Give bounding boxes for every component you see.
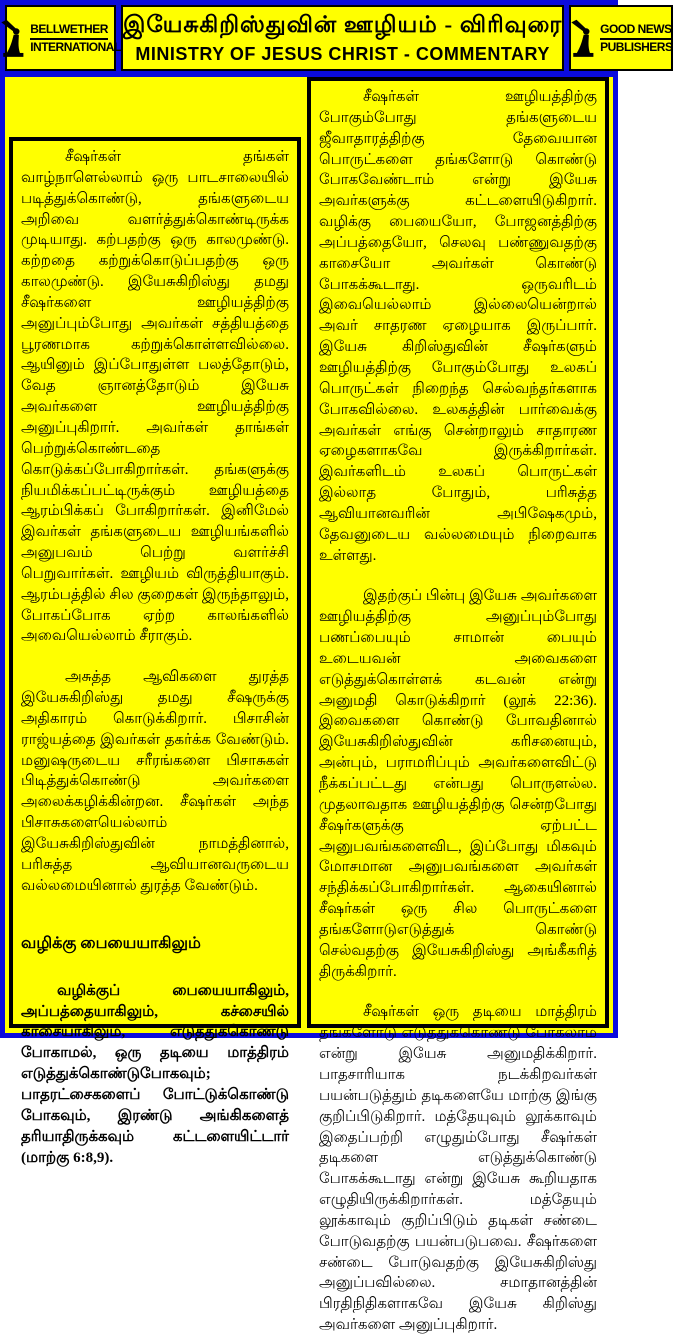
page-header: [5, 5, 673, 77]
logo-line1: GOOD NEWS: [600, 22, 672, 40]
title-panel: [121, 5, 564, 71]
herald-trumpeter-icon: [570, 11, 596, 65]
section-subheading: வழிக்கு பையையாகிலும்: [21, 934, 201, 952]
bellwether-international-logo: [5, 5, 121, 71]
logo-line2: INTERNATIONAL: [30, 39, 121, 54]
paragraph: இதற்குப் பின்பு இயேசு அவர்களை ஊழியத்திற்கு அனுப்பும்போது பணப்பையும் சாமான் பையும் உடையவன் அவைகளை எடுத்துக்கொள்ளக் கடவன் என்று அனுமதி கொடுக்கிறார் (லூக் 22:36). இவைகளை கொண்டு போவதினால் இயேசுகிறிஸ்துவின் கரிசனையும், அன்பும், பராமரிப்பும் அவர்களைவிட்டு நீக்கப்பட்டது என்பது பொருளல்ல. முதலாவதாக ஊழியத்திற்கு சென்றபோது சீஷர்களுக்கு ஏற்பட்ட அனுபவங்களைவிட, இப்போது மிகவும் மோசமான அனுபவங்களை அவர்கள் சந்திக்கப்போகிறார்கள். ஆகையினால் சீஷர்கள் ஒரு சில பொருட்களை தங்களோடுஎடுத்துக் கொண்டு செல்வதற்கு இயேசுகிறிஸ்து அங்கீகரித் திருக்கிறார்.: [319, 588, 597, 980]
logo-line1: BELLWETHER: [30, 22, 108, 40]
paragraph: சீஷர்கள் தங்கள் வாழ்நாளெல்லாம் ஒரு பாடசாலையில் படித்துக்கொண்டு, தங்களுடைய அறிவை வளர்த்துக்கொண்டிருக்க முடியாது. கற்பதற்கு ஒரு காலமுண்டு. கற்றதை கற்றுக்கொடுப்பதற்கு ஒரு காலமுண்டு. இயேசுகிறிஸ்து தமது சீஷர்களை ஊழியத்திற்கு அனுப்பும்போது அவர்கள் சத்தியத்தை பூரணமாக கற்றுக்கொள்ளவில்லை. ஆயினும் இப்போதுள்ள பலத்தோடும், வேத ஞானத்தோடும் இயேசு அவர்களை ஊழியத்திற்கு அனுப்புகிறார். அவர்கள் தாங்கள் பெற்றுக்கொண்டதை கொடுக்கப்போகிறார்கள். தங்களுக்கு நியமிக்கப்பட்டிருக்கும் ஊழியத்தை ஆரம்பிக்கப் போகிறார்கள். இனிமேல் இவர்கள் தங்களுடைய ஊழியங்களில் அனுபவம் பெற்று வளர்ச்சி பெறுவார்கள். ஊழியம் விருத்தியாகும். ஆரம்பத்தில் சில குறைகள் இருந்தாலும், போகப்போக ஏற்ற காலங்களில் அவையெல்லாம் சீராகும்.: [21, 149, 289, 645]
right-column-panel: [307, 77, 609, 1334]
page-title-english: MINISTRY OF JESUS CHRIST - COMMENTARY: [135, 43, 550, 64]
paragraph: சீஷர்கள் ஒரு தடியை மாத்திரம் தங்களோடு எடுத்துக்கொண்டு போகலாம் என்று இயேசு அனுமதிக்கிறார். பாதசாரியாக நடக்கிறவர்கள் பயன்படுத்தும் தடிகளையே மாற்கு இங்கு குறிப்பிடுகிறார். மத்தேயுவும் லூக்காவும் இதைப்பற்றி எழுதும்போது சீஷர்கள் தடிகளை எடுத்துக்கொண்டு போகக்கூடாது என்று இயேசு கூறியதாக எழுதியிருக்கிறார்கள். மத்தேயும் லூக்காவும் குறிப்பிடும் தடிகள் சண்டை போடுவதற்கு பயன்படுபவை. சீஷர்களை சண்டை போடுவதற்கு இயேசுகிறிஸ்து அனுப்பவில்லை. சமாதானத்தின் பிரதிநிதிகளாகவே இயேசு கிறிஸ்து அவர்களை அனுப்புகிறார்.: [319, 1004, 597, 1334]
paragraph: சீஷர்கள் ஊழியத்திற்கு போகும்போது தங்களுடைய ஜீவாதாரத்திற்கு தேவையான பொருட்களை தங்களோடு கொண்டு போகவேண்டாம் என்று இயேசு அவர்களுக்கு கட்டளையிடுகிறார். வழிக்கு பையையோ, போஜனத்திற்கு அப்பத்தையோ, செலவு பண்ணுவதற்கு காசையோ அவர்கள் கொண்டு போகக்கூடாது. ஒருவரிடம் இவையெல்லாம் இல்லையென்றால் அவர் சாதரண ஏழையாக இருப்பார். இயேசு கிறிஸ்துவின் சீஷர்களும் ஊழியத்திற்கு போகும்போது உலகப் பொருட்கள் நிறைந்த செல்வந்தர்களாக போகவில்லை. உலகத்தின் பார்வைக்கு அவர்கள் எங்கு சென்றாலும் சாதாரண ஏழைகளாகவே இருக்கிறார்கள். இவர்களிடம் உலகப் பொருட்கள் இல்லாத போதும், பரிசுத்த ஆவியானவரின் அபிஷேகமும், தேவனுடைய வல்லமையும் நிறைவாக உள்ளது.: [319, 89, 597, 564]
logo-line2: PUBLISHERS: [600, 39, 673, 54]
page-body: [5, 77, 613, 1334]
good-news-publishers-logo: [569, 5, 673, 71]
herald-trumpeter-icon: [0, 11, 26, 65]
page-title-tamil: இயேசுகிறிஸ்துவின் ஊழியம் - விரிவுரை: [123, 11, 563, 37]
left-column-panel: [9, 137, 301, 1166]
paragraph: அசுத்த ஆவிகளை துரத்த இயேசுகிறிஸ்து தமது சீஷருக்கு அதிகாரம் கொடுக்கிறார். பிசாசின் ராஜ்யத்தை இவர்கள் தகர்க்க வேண்டும். மனுஷருடைய சரீரங்களை பிசாசுகள் பிடித்துக்கொண்டு அவர்களை அலைக்கழிக்கின்றன. சீஷர்கள் அந்த பிசாசுகளையெல்லாம் இயேசுகிறிஸ்துவின் நாமத்தினால், பரிசுத்த ஆவியானவருடைய வல்லமையினால் துரத்த வேண்டும்.: [21, 669, 289, 894]
logo-text: [600, 22, 672, 55]
scripture-quote: வழிக்குப் பையையாகிலும், அப்பத்தையாகிலும், கச்சையில் காசையாகிலும், எடுத்துக்கொண்டு போகாமல், ஒரு தடியை மாத்திரம் எடுத்துக்கொண்டுபோகவும்; பாதரட்சைகளைப் போட்டுக்கொண்டு போகவும், இரண்டு அங்கிகளைத் தரியாதிருக்கவும் கட்டளையிட்டார் (மாற்கு 6:8,9).: [21, 982, 289, 1166]
logo-text: [30, 22, 121, 55]
